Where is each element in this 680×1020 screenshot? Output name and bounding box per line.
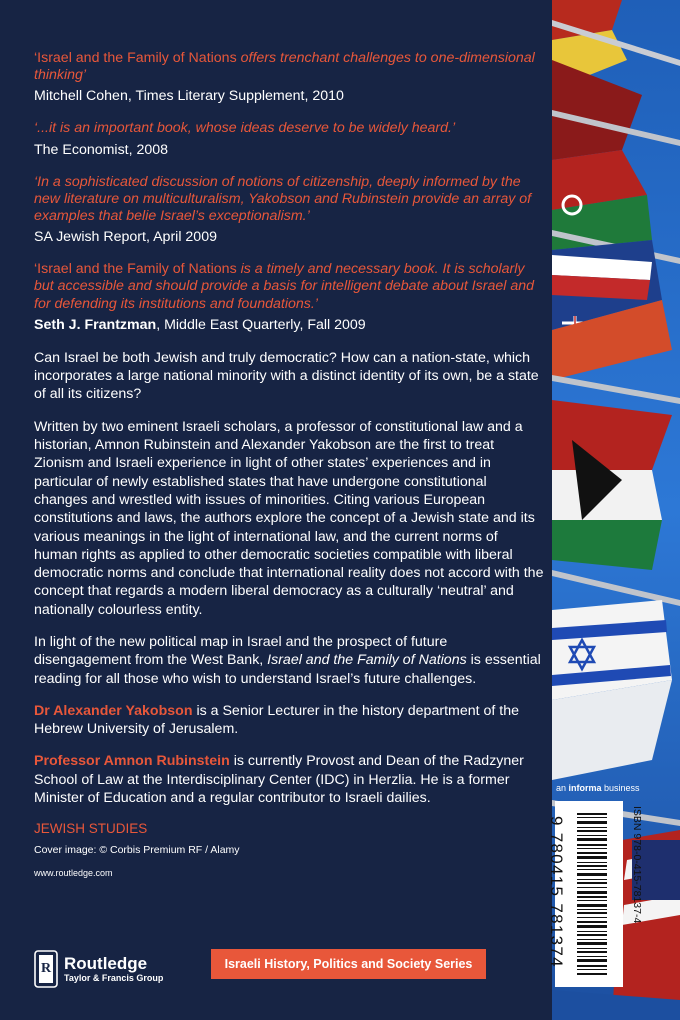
review-quote — [34, 174, 544, 247]
routledge-logo — [34, 950, 163, 988]
quote-book-title: ‘Israel and the Family of Nations — [34, 261, 237, 278]
quote-text: offers trenchant challenges to one-dimensional thinking’ — [34, 50, 535, 84]
quote-text: ‘In a sophisticated discussion of notions of citizenship, deeply informed by the new literature on multiculturalism, Yakobson and Rubinstein provide an array of examples that belie Israel’s exceptionalism.’ — [34, 173, 532, 225]
back-cover-text — [34, 50, 544, 878]
reviewer-source: , Middle East Quarterly, Fall 2009 — [156, 316, 366, 333]
publisher-group: Taylor & Francis Group — [64, 973, 164, 983]
author-name: Professor Amnon Rubinstein — [34, 753, 230, 770]
description-paragraph: Written by two eminent Israeli scholars, a professor of constitutional law and a historian, Amnon Rubinstein and Alexander Yakobson are the first to treat Zionism and Israeli experience in light of other states’ experiences and in particular of newly established states that have undergone constitutional changes and wrestled with issues of minorities. Citing various European constitutions and laws, the authors explore the concept of a Jewish state and its various meanings in the light of international law, and the current norms of human rights as applied to other democratic societies compatible with liberal democratic norms and conclude that international reality does not accord with the concept that regards a modern liberal democracy as a culturally ‘neutral’ and nationally colourless entity. — [34, 418, 544, 618]
review-quote — [34, 50, 544, 105]
author-bio: Professor Amnon Rubinstein is currently Provost and Dean of the Radzyner School of Law at the Interdisciplinary Center (IDC) in Herzlia. He is a former Minister of Education and a regular contributor to Israeli dailies. — [34, 753, 524, 807]
review-quote — [34, 261, 544, 334]
book-title: Israel and the Family of Nations — [267, 652, 467, 669]
quote-text: is a timely and necessary book. It is scholarly but accessible and should provide a basis for intelligent debate about Israel and for defending its institutions and foundations.’ — [34, 261, 535, 312]
reviewer-name: Seth J. Frantzman — [34, 316, 157, 333]
publisher-name: Routledge — [64, 954, 148, 973]
cover-credit: Cover image: © Corbis Premium RF / Alamy — [34, 844, 240, 857]
reviewer-source: , 2008 — [128, 141, 169, 158]
author-bio: Dr Alexander Yakobson is a Senior Lecturer in the history department of the Hebrew University of Jerusalem. — [34, 702, 519, 738]
reviewer-name: Mitchell Cohen — [34, 88, 128, 105]
subject-category: JEWISH STUDIES — [34, 821, 148, 837]
quote-book-title: ‘Israel and the Family of Nations — [34, 50, 237, 66]
reviewer-source: , April 2009 — [145, 229, 217, 246]
series-banner: Israeli History, Politics and Society Series — [211, 949, 486, 979]
reviewer-name: SA Jewish Report — [34, 229, 146, 246]
informa-label: an informa business — [556, 783, 640, 793]
description-paragraph: Can Israel be both Jewish and truly democratic? How can a nation-state, which incorporates a large national minority with a distinct identity of its own, be a state of all its citizens? — [34, 349, 539, 403]
routledge-logo-icon: R — [34, 950, 58, 988]
quote-text: ‘...it is an important book, whose ideas deserve to be widely heard.’ — [34, 120, 456, 137]
website-link[interactable]: www.routledge.com — [34, 868, 113, 879]
reviewer-source: , Times Literary Supplement, 2010 — [127, 88, 344, 105]
review-quote — [34, 120, 544, 158]
description-paragraph: In light of the new political map in Israel and the prospect of future disengagement from the West Bank, Israel and the Family of Nations is essential reading for all those who wish to understand Israel’s future challenges. — [34, 633, 541, 687]
author-name: Dr Alexander Yakobson — [34, 702, 193, 719]
reviewer-name: The Economist — [34, 141, 129, 158]
